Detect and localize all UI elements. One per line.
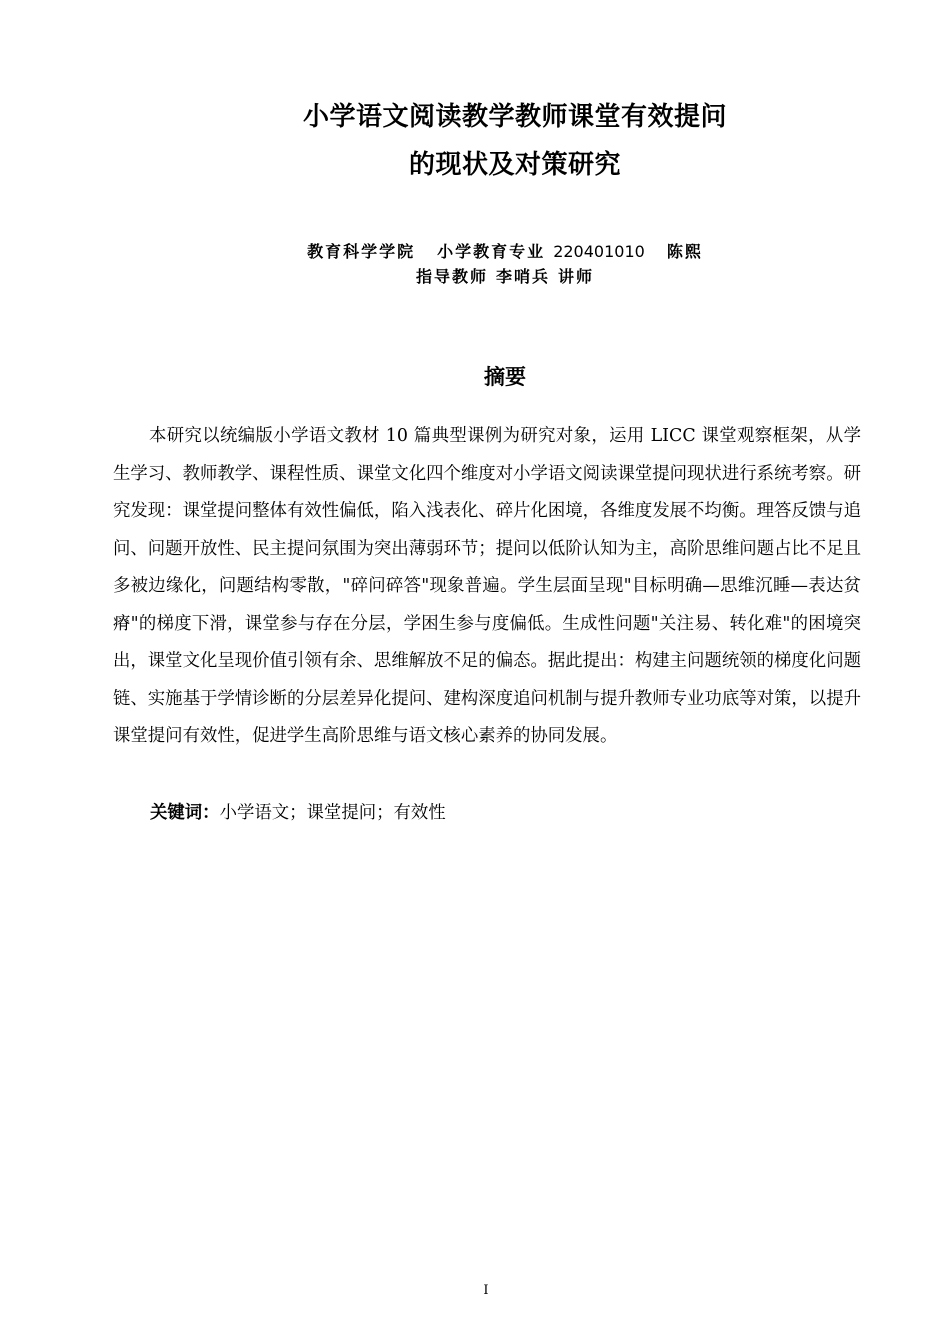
abstract-body: 本研究以统编版小学语文教材 10 篇典型课例为研究对象，运用 LICC 课堂观察框架，从学生学习、教师教学、课程性质、课堂文化四个维度对小学语文阅读课堂提问现状进行系统考察。研究发现：课堂提问整体有效性偏低，陷入浅表化、碎片化困境，各维度发展不均衡。理答反馈与追问、问题开放性、民主提问氛围为突出薄弱环节；提问以低阶认知为主，高阶思维问题占比不足且多被边缘化，问题结构零散，"碎问碎答"现象普遍。学生层面呈现"目标明确—思维沉睡—表达贫瘠"的梯度下滑，课堂参与存在分层，学困生参与度偏低。生成性问题"关注易、转化难"的困境突出，课堂文化呈现价值引领有余、思维解放不足的偏态。据此提出：构建主问题统领的梯度化问题链、实施基于学情诊断的分层差异化提问、建构深度追问机制与提升教师专业功底等对策，以提升课堂提问有效性，促进学生高阶思维与语文核心素养的协同发展。 (113, 426, 861, 746)
author-name: 陈熙 (666, 242, 703, 261)
advisor-title: 讲师 (558, 267, 595, 286)
abstract-heading: 摘要 (484, 365, 526, 389)
advisor-label: 指导教师 (415, 267, 488, 286)
keywords-label: 关键词： (150, 803, 220, 823)
keywords-line (150, 798, 850, 828)
page-number: I (483, 1283, 489, 1298)
major-name: 小学教育专业 (437, 242, 546, 261)
advisor-name: 李哨兵 (495, 267, 550, 286)
paper-title-line-1: 小学语文阅读教学教师课堂有效提问 (302, 102, 727, 132)
advisor-info-line (30, 266, 950, 288)
student-id: 220401010 (553, 242, 645, 261)
author-info-line (30, 241, 950, 263)
paper-title-line-2: 的现状及对策研究 (408, 150, 621, 180)
keywords-value: 小学语文；课堂提问；有效性 (219, 803, 446, 823)
college-name: 教育科学学院 (307, 242, 416, 261)
